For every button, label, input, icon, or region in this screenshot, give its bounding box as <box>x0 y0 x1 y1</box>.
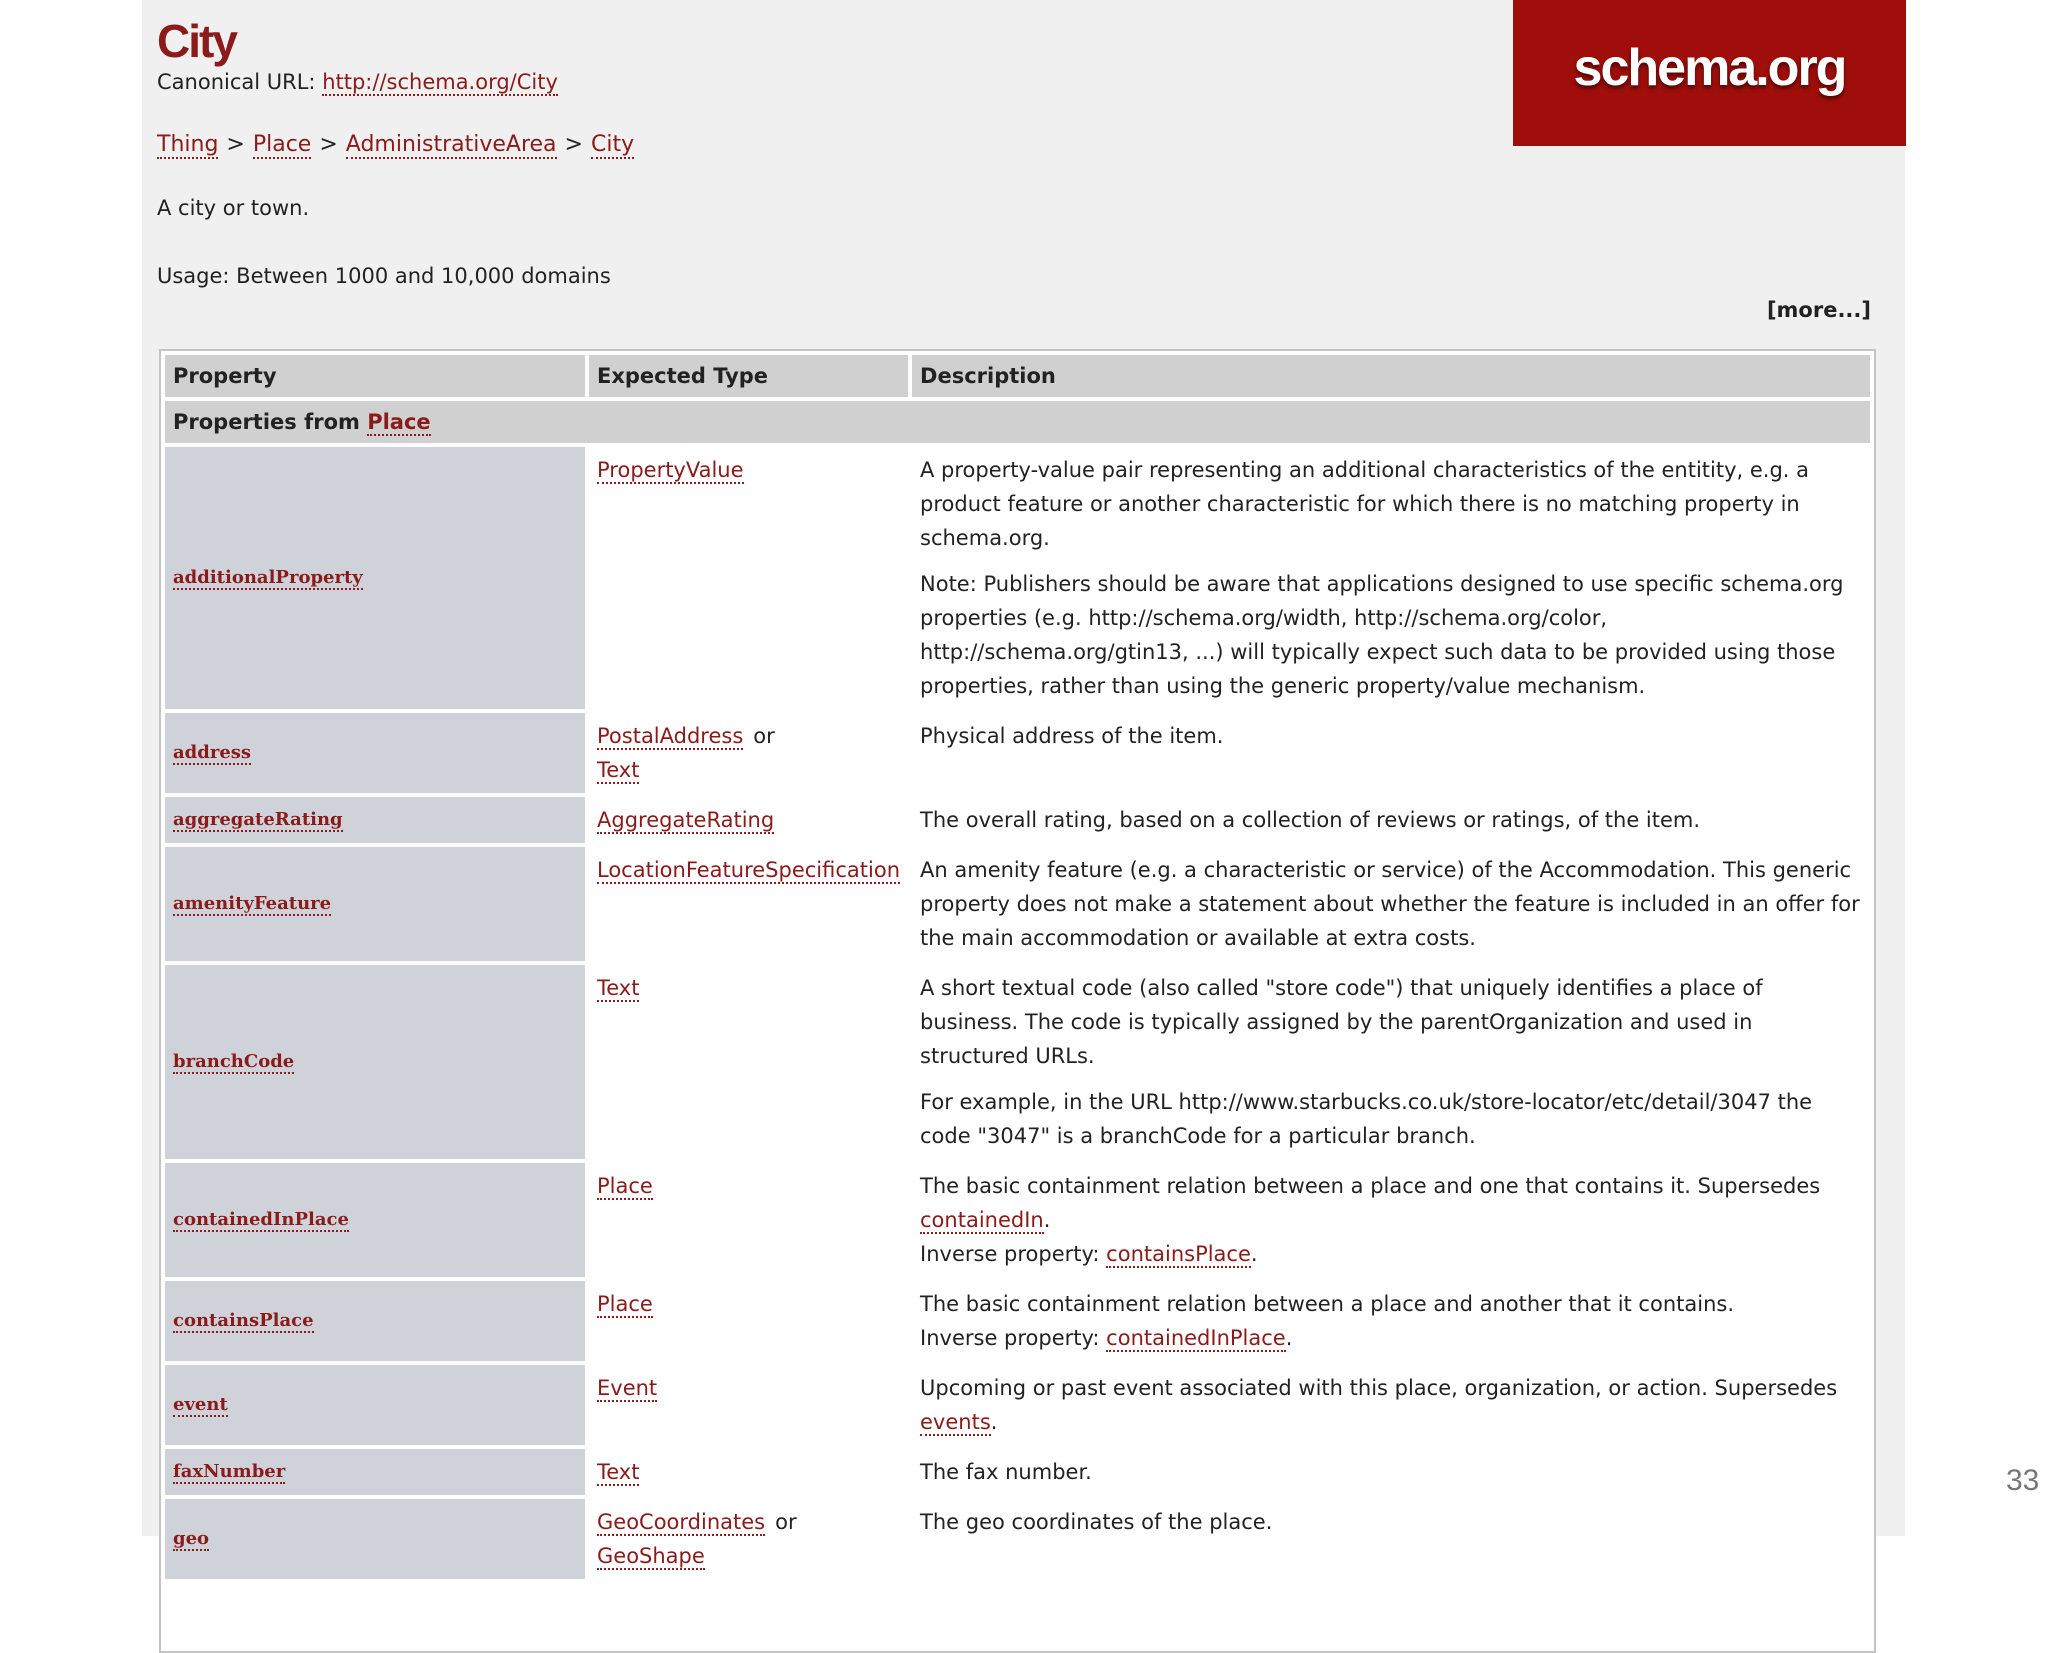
canonical-label: Canonical URL: <box>157 70 316 94</box>
type-link[interactable]: PropertyValue <box>597 458 744 482</box>
property-cell <box>165 1281 585 1361</box>
description-cell <box>912 847 1870 961</box>
inverse-label: Inverse property: <box>920 1326 1100 1350</box>
property-cell <box>165 447 585 709</box>
property-link[interactable]: branchCode <box>173 1051 295 1072</box>
expected-type-cell <box>589 713 908 793</box>
description-cell: Upcoming or past event associated with this place, organization, or action. Supersedes events. <box>912 1365 1870 1445</box>
section-prefix: Properties from <box>173 410 360 434</box>
description-text: The basic containment relation between a place and another that it contains. <box>920 1292 1735 1316</box>
description-paragraph: Physical address of the item. <box>920 724 1224 748</box>
supersedes-link[interactable]: containedIn <box>920 1208 1044 1232</box>
table-row <box>165 1499 1870 1579</box>
header-expected-type: Expected Type <box>589 355 908 397</box>
property-link[interactable]: geo <box>173 1528 210 1549</box>
description-cell <box>912 797 1870 843</box>
table-row <box>165 1365 1870 1445</box>
property-cell <box>165 1449 585 1495</box>
property-link[interactable]: faxNumber <box>173 1461 286 1482</box>
inverse-property-link[interactable]: containsPlace <box>1106 1242 1251 1266</box>
usage-text: Usage: Between 1000 and 10,000 domains <box>157 264 611 288</box>
header-property: Property <box>165 355 585 397</box>
section-heading <box>165 401 1870 443</box>
schema-page <box>142 0 1905 1568</box>
expected-type-cell <box>589 965 908 1159</box>
breadcrumb-administrativearea[interactable]: AdministrativeArea <box>345 132 557 157</box>
description-cell <box>912 1449 1870 1495</box>
inverse-label: Inverse property: <box>920 1242 1100 1266</box>
expected-type-cell <box>589 1163 908 1277</box>
description-paragraph: Note: Publishers should be aware that applications designed to use specific schema.org properties (e.g. http://schema.org/width, http://schema.org/color, http://schema.org/gtin13, ...) will typically expect such data to be provided using those properties, rather than using the generic property/value mechanism. <box>920 572 1844 698</box>
description-text: The basic containment relation between a place and one that contains it. Supersedes <box>920 1174 1821 1198</box>
property-link[interactable]: additionalProperty <box>173 567 363 588</box>
property-cell <box>165 965 585 1159</box>
description-paragraph: The fax number. <box>920 1460 1092 1484</box>
schema-org-logo[interactable] <box>1513 0 1906 146</box>
property-link[interactable]: amenityFeature <box>173 893 332 914</box>
breadcrumb-separator: > <box>226 132 245 157</box>
section-place-link[interactable]: Place <box>367 410 431 434</box>
type-link[interactable]: Place <box>597 1174 653 1198</box>
type-link[interactable]: Event <box>597 1376 658 1400</box>
table-row <box>165 847 1870 961</box>
expected-type-cell <box>589 1449 908 1495</box>
table-row <box>165 1281 1870 1361</box>
type-link[interactable]: GeoCoordinates <box>597 1510 766 1534</box>
breadcrumb-separator: > <box>319 132 338 157</box>
canonical-url-line <box>157 70 558 94</box>
section-row <box>165 401 1870 443</box>
property-link[interactable]: containsPlace <box>173 1310 314 1331</box>
type-link[interactable]: Place <box>597 1292 653 1316</box>
description-paragraph: A short textual code (also called "store code") that uniquely identifies a place of business. The code is typically assigned by the parentOrganization and used in structured URLs. <box>920 976 1763 1068</box>
description-cell <box>912 1499 1870 1579</box>
description-cell: The basic containment relation between a place and one that contains it. Supersedes containedIn. Inverse property: containsPlace. <box>912 1163 1870 1277</box>
property-cell <box>165 713 585 793</box>
description-paragraph: A property-value pair representing an additional characteristics of the entitity, e.g. a product feature or another characteristic for which there is no matching property in schema.org. <box>920 458 1810 550</box>
description-paragraph: An amenity feature (e.g. a characteristic or service) of the Accommodation. This generic property does not make a statement about whether the feature is included in an offer for the main accommodation or available at extra costs. <box>920 858 1860 950</box>
table-row <box>165 713 1870 793</box>
properties-table <box>161 351 1874 1583</box>
more-link[interactable]: [more...] <box>1766 298 1871 322</box>
supersedes-link[interactable]: events <box>920 1410 991 1434</box>
property-cell <box>165 1365 585 1445</box>
type-link[interactable]: AggregateRating <box>597 808 775 832</box>
canonical-url-link[interactable]: http://schema.org/City <box>322 70 558 94</box>
type-link[interactable]: LocationFeatureSpecification <box>597 858 901 882</box>
property-cell <box>165 1163 585 1277</box>
property-cell <box>165 797 585 843</box>
property-link[interactable]: address <box>173 742 252 763</box>
expected-type-cell <box>589 1281 908 1361</box>
expected-type-cell <box>589 1365 908 1445</box>
description-cell <box>912 713 1870 793</box>
type-link[interactable]: GeoShape <box>597 1544 705 1568</box>
type-link[interactable]: Text <box>597 976 640 1000</box>
description-cell <box>912 965 1870 1159</box>
type-description: A city or town. <box>157 196 310 220</box>
or-text: or <box>775 1510 797 1534</box>
description-paragraph: For example, in the URL http://www.starbucks.co.uk/store-locator/etc/detail/3047 the code "3047" is a branchCode for a particular branch. <box>920 1090 1813 1148</box>
type-link[interactable]: Text <box>597 758 640 782</box>
property-link[interactable]: containedInPlace <box>173 1209 349 1230</box>
table-row <box>165 447 1870 709</box>
breadcrumb-separator: > <box>564 132 583 157</box>
header-description: Description <box>912 355 1870 397</box>
slide-number: 33 <box>2006 1464 2040 1497</box>
description-cell <box>912 447 1870 709</box>
description-cell: The basic containment relation between a place and another that it contains. Inverse property: containedInPlace. <box>912 1281 1870 1361</box>
description-paragraph: The geo coordinates of the place. <box>920 1510 1273 1534</box>
table-row <box>165 797 1870 843</box>
type-link[interactable]: PostalAddress <box>597 724 744 748</box>
type-link[interactable]: Text <box>597 1460 640 1484</box>
table-header-row <box>165 355 1870 397</box>
expected-type-cell <box>589 797 908 843</box>
table-row <box>165 1449 1870 1495</box>
expected-type-cell <box>589 447 908 709</box>
description-text: Upcoming or past event associated with this place, organization, or action. Supersedes <box>920 1376 1838 1400</box>
logo-text: schema.org <box>1573 39 1846 97</box>
breadcrumb-thing[interactable]: Thing <box>157 132 219 157</box>
property-cell <box>165 1499 585 1579</box>
breadcrumb <box>157 132 634 157</box>
expected-type-cell <box>589 1499 908 1579</box>
expected-type-cell <box>589 847 908 961</box>
property-link[interactable]: aggregateRating <box>173 809 343 830</box>
properties-table-container <box>159 349 1876 1653</box>
breadcrumb-city[interactable]: City <box>590 132 635 157</box>
page-title: City <box>157 15 236 67</box>
table-row <box>165 1163 1870 1277</box>
table-row <box>165 965 1870 1159</box>
property-link[interactable]: event <box>173 1394 228 1415</box>
inverse-property-link[interactable]: containedInPlace <box>1106 1326 1286 1350</box>
breadcrumb-place[interactable]: Place <box>252 132 312 157</box>
description-paragraph: The overall rating, based on a collection of reviews or ratings, of the item. <box>920 808 1701 832</box>
or-text: or <box>753 724 775 748</box>
property-cell <box>165 847 585 961</box>
